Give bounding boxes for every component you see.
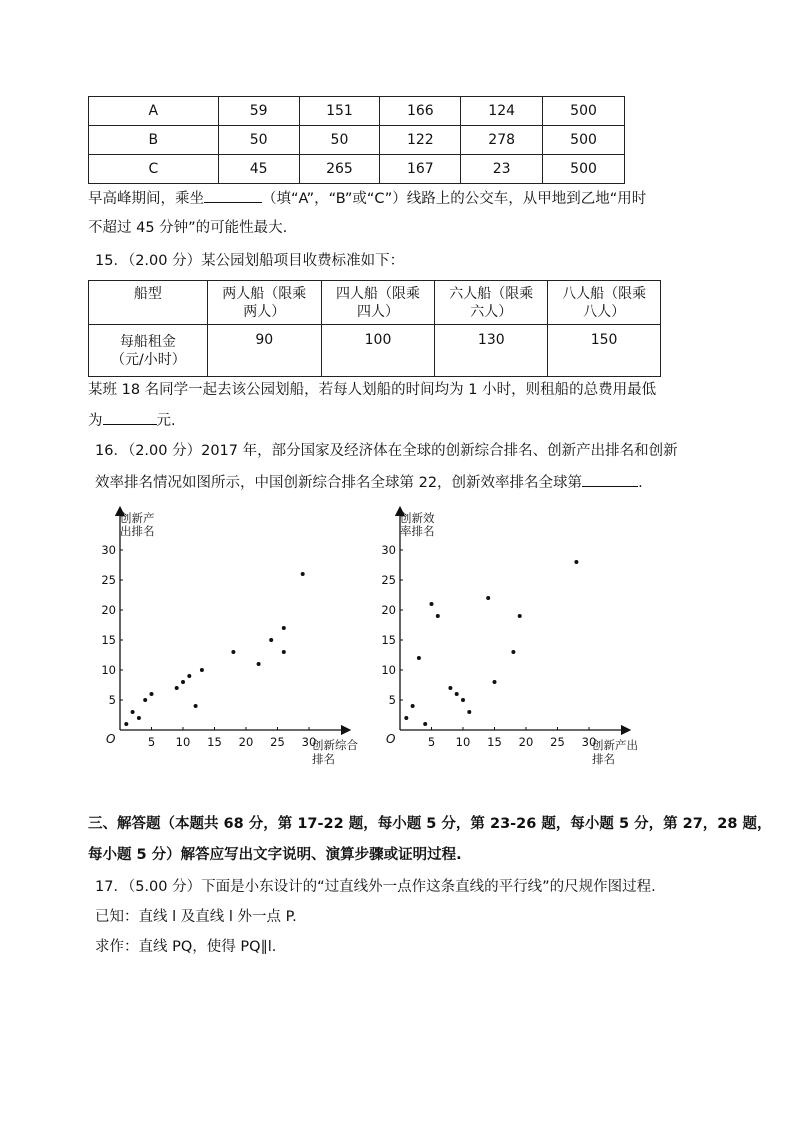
- data-point: [269, 638, 273, 642]
- answer-blank: [204, 188, 262, 203]
- q14-line1: [88, 188, 646, 209]
- q14-line2: 不超过 45 分钟”的可能性最大.: [88, 220, 288, 236]
- origin-label: O: [386, 732, 396, 746]
- row-label: B: [89, 126, 219, 155]
- table-row: [89, 97, 625, 126]
- x-tick-label: 15: [487, 735, 502, 749]
- table-cell: 50: [299, 126, 380, 155]
- table-cell: 167: [380, 155, 461, 184]
- x-tick-label: 20: [518, 735, 534, 749]
- data-point: [124, 722, 128, 726]
- table-cell: 151: [299, 97, 380, 126]
- data-point: [181, 680, 185, 684]
- data-point: [150, 692, 154, 696]
- y-tick-label: 15: [381, 633, 396, 647]
- data-point: [436, 614, 440, 618]
- scatter-chart-output-vs-overall: [100, 505, 370, 775]
- x-tick-label: 10: [175, 735, 191, 749]
- y-tick-label: 25: [381, 573, 396, 587]
- data-point: [194, 704, 198, 708]
- data-point: [430, 602, 434, 606]
- table-cell: 124: [461, 97, 543, 126]
- table-cell: 59: [218, 97, 299, 126]
- row-label: 每船租金（元/小时）: [89, 325, 208, 377]
- header-boat-type: 船型: [89, 281, 208, 325]
- q16-line2: [95, 472, 643, 493]
- q15-text-pre: 为: [88, 413, 103, 429]
- table-cell: 500: [543, 97, 625, 126]
- data-point: [404, 716, 408, 720]
- data-point: [231, 650, 235, 654]
- y-tick-label: 20: [101, 603, 116, 617]
- y-tick-label: 30: [381, 543, 396, 557]
- x-axis-label-line2: 排名: [592, 752, 615, 766]
- q16-text-post: .: [638, 475, 643, 491]
- row-label: A: [89, 97, 219, 126]
- price-cell: 90: [207, 325, 321, 377]
- data-point: [257, 662, 261, 666]
- header-eight-person: 八人船（限乘八人）: [548, 281, 661, 325]
- data-point: [200, 668, 204, 672]
- q14-text-pre: 早高峰期间，乘坐: [88, 191, 204, 207]
- q17-line3: 求作：直线 PQ，使得 PQ∥l.: [95, 939, 277, 955]
- data-point: [411, 704, 415, 708]
- data-point: [574, 560, 578, 564]
- boat-price-table: [88, 280, 661, 377]
- table-cell: 50: [218, 126, 299, 155]
- scatter-chart-efficiency-vs-output: [380, 505, 650, 775]
- origin-label: O: [106, 732, 116, 746]
- data-point: [493, 680, 497, 684]
- q17-line1: 17．（5.00 分）下面是小东设计的“过直线外一点作这条直线的平行线”的尺规作图过程.: [95, 879, 656, 895]
- x-tick-label: 30: [581, 735, 597, 749]
- x-tick-label: 20: [238, 735, 254, 749]
- data-point: [282, 626, 286, 630]
- section3-line1: 三、解答题（本题共 68 分，第 17-22 题，每小题 5 分，第 23-26 题，每小题 5 分，第 27，28 题，: [88, 816, 772, 832]
- table-cell: 122: [380, 126, 461, 155]
- section3-line2: 每小题 5 分）解答应写出文字说明、演算步骤或证明过程.: [88, 847, 462, 863]
- data-point: [448, 686, 452, 690]
- y-tick-label: 10: [381, 663, 396, 677]
- data-point: [143, 698, 147, 702]
- header-four-person: 四人船（限乘四人）: [321, 281, 435, 325]
- y-axis-label-line1: 创新产: [120, 511, 155, 525]
- data-point: [461, 698, 465, 702]
- x-axis-label-line2: 排名: [312, 752, 335, 766]
- table-cell: 23: [461, 155, 543, 184]
- x-tick-label: 15: [207, 735, 222, 749]
- data-point: [423, 722, 427, 726]
- q14-text-post: （填“A”，“B”或“C”）线路上的公交车，从甲地到乙地“用时: [262, 191, 647, 207]
- table-cell: 166: [380, 97, 461, 126]
- x-tick-label: 25: [270, 735, 285, 749]
- table-row: [89, 155, 625, 184]
- y-tick-label: 15: [101, 633, 116, 647]
- table-row: [89, 126, 625, 155]
- y-axis-label-line2: 出排名: [120, 524, 155, 538]
- data-point: [175, 686, 179, 690]
- data-point: [301, 572, 305, 576]
- table-cell: 500: [543, 126, 625, 155]
- data-point: [282, 650, 286, 654]
- row-label: C: [89, 155, 219, 184]
- data-point: [187, 674, 191, 678]
- table-cell: 278: [461, 126, 543, 155]
- table-row: [89, 325, 661, 377]
- x-tick-label: 25: [550, 735, 565, 749]
- table-cell: 45: [218, 155, 299, 184]
- data-point: [518, 614, 522, 618]
- price-cell: 150: [548, 325, 661, 377]
- answer-blank: [103, 410, 157, 425]
- x-tick-label: 5: [147, 735, 156, 749]
- answer-blank: [582, 472, 638, 487]
- y-axis-label-line1: 创新效: [400, 511, 435, 525]
- x-axis-label-line1: 创新产出: [592, 738, 638, 752]
- y-tick-label: 5: [388, 693, 396, 707]
- x-tick-label: 10: [455, 735, 471, 749]
- route-time-table: [88, 96, 625, 184]
- y-tick-label: 20: [381, 603, 396, 617]
- header-six-person: 六人船（限乘六人）: [435, 281, 548, 325]
- q15-text-post: 元.: [156, 413, 176, 429]
- y-tick-label: 25: [101, 573, 116, 587]
- q15-line1: 某班 18 名同学一起去该公园划船，若每人划船的时间均为 1 小时，则租船的总费用最低: [88, 382, 657, 398]
- table-cell: 500: [543, 155, 625, 184]
- x-tick-label: 30: [301, 735, 317, 749]
- y-tick-label: 30: [101, 543, 116, 557]
- data-point: [486, 596, 490, 600]
- data-point: [417, 656, 421, 660]
- price-cell: 130: [435, 325, 548, 377]
- x-tick-label: 5: [427, 735, 436, 749]
- y-axis-label-line2: 率排名: [400, 524, 435, 538]
- data-point: [137, 716, 141, 720]
- q16-line1: 16．（2.00 分）2017 年，部分国家及经济体在全球的创新综合排名、创新产出排名和创新: [95, 443, 678, 459]
- price-cell: 100: [321, 325, 435, 377]
- data-point: [455, 692, 459, 696]
- data-point: [511, 650, 515, 654]
- q16-text-pre: 效率排名情况如图所示，中国创新综合排名全球第 22，创新效率排名全球第: [95, 475, 583, 491]
- data-point: [467, 710, 471, 714]
- q15-line2: [88, 410, 176, 431]
- table-cell: 265: [299, 155, 380, 184]
- y-tick-label: 5: [108, 693, 116, 707]
- table-header-row: [89, 281, 661, 325]
- data-point: [131, 710, 135, 714]
- q15-title: 15．（2.00 分）某公园划船项目收费标准如下：: [95, 253, 405, 269]
- y-tick-label: 10: [101, 663, 116, 677]
- x-axis-label-line1: 创新综合: [312, 738, 358, 752]
- header-two-person: 两人船（限乘两人）: [207, 281, 321, 325]
- q17-line2: 已知：直线 l 及直线 l 外一点 P.: [95, 909, 297, 925]
